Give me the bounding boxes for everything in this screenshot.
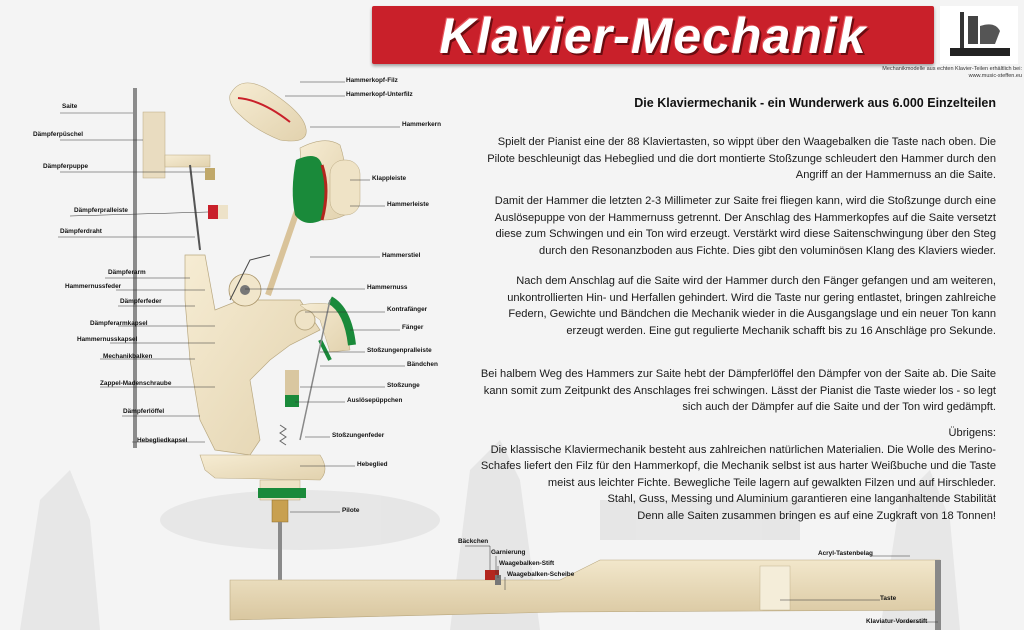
logo-thumbnail <box>940 6 1018 64</box>
label-hammerstiel: Hammerstiel <box>382 252 421 259</box>
label-acryl: Acryl-Tastenbelag <box>818 550 873 557</box>
capstan <box>272 500 288 522</box>
label-daempferpralleiste: Dämpferpralleiste <box>74 207 128 214</box>
label-stosszungenprallleiste: Stoßzungenpralleiste <box>367 347 432 354</box>
damper-felt <box>143 112 165 178</box>
label-mechanikbalken: Mechanikbalken <box>103 353 153 360</box>
hammer-felt <box>293 156 325 223</box>
label-hammerkopf-filz: Hammerkopf-Filz <box>346 77 398 84</box>
paragraph-1: Spielt der Pianist eine der 88 Klaviertasten, so wippt über den Waagebalken die Taste nach oben. Die Pilote beschleunigt das Hebeglied und die dort montierte Stoßzunge schleudert den Hammer durch den Angriff an der Hammernuss an die Saite. <box>487 136 996 182</box>
label-hammerkopf-unterfilz: Hammerkopf-Unterfilz <box>346 91 413 98</box>
label-hammernussfeder: Hammernussfeder <box>65 283 122 290</box>
key <box>230 560 940 620</box>
label-zappel: Zappel-Madenschraube <box>100 380 172 387</box>
label-hammerleiste: Hammerleiste <box>387 201 429 208</box>
label-waagebalken-scheibe: Waagebalken-Scheibe <box>507 571 575 578</box>
label-hammerkern: Hammerkern <box>402 121 442 128</box>
label-kontrafaenger: Kontrafänger <box>387 306 428 313</box>
paragraph-5-heading: Übrigens: <box>948 427 996 439</box>
supplier-note: Mechanikmodelle aus echten Klavier-Teilen erhältlich bei: www.music-steffen.eu <box>882 66 1022 79</box>
label-hebeglied: Hebeglied <box>357 461 388 468</box>
label-garnierung: Garnierung <box>491 549 526 556</box>
label-daempferloeffel: Dämpferlöffel <box>123 408 165 415</box>
label-pilote: Pilote <box>342 507 360 514</box>
label-hammernusskapsel: Hammernusskapsel <box>77 336 138 343</box>
hammer-head <box>230 83 307 141</box>
hammer-rail <box>330 160 360 215</box>
paragraph-5-text: Die klassische Klaviermechanik besteht aus zahlreichen natürlichen Materialien. Die Wolle des Merino-Schafes liefert den Filz für den Hammerkopf, die Mechanik selbst ist aus harter Weißbuche und die Taste meist aus leichter Fichte. Bewegliche Teile lagern auf gewalkten Filzen und auf Hirschleder. <box>480 443 996 489</box>
headline: Die Klaviermechanik - ein Wunderwerk aus 6.000 Einzelteilen <box>634 96 996 110</box>
label-stosszungenfeder: Stoßzungenfeder <box>332 432 385 439</box>
label-baeckchen: Bäckchen <box>458 538 489 545</box>
page-title: Klavier-Mechanik <box>439 8 867 64</box>
title-banner <box>372 6 934 64</box>
label-vorderstift: Klaviatur-Vorderstift <box>866 618 928 625</box>
label-faenger: Fänger <box>402 324 424 331</box>
label-daempferarmkapsel: Dämpferarmkapsel <box>90 320 148 327</box>
paragraph-5 <box>476 425 996 525</box>
paragraph-5-line-c: Denn alle Saiten zusammen bringen es auf eine Zugkraft von 18 Tonnen! <box>637 509 996 522</box>
label-saite: Saite <box>62 103 78 110</box>
label-hebegliedkapsel: Hebegliedkapsel <box>137 437 188 444</box>
label-daempferfeder: Dämpferfeder <box>120 298 162 305</box>
label-klappleiste: Klappleiste <box>372 175 407 182</box>
piano-mechanism-icon <box>940 6 1018 64</box>
wippen-felt <box>258 488 306 498</box>
paragraph-4: Bei halbem Weg des Hammers zur Saite hebt der Dämpferlöffel den Dämpfer von der Saite ab. Die Saite kann somit zum Zeitpunkt des Anschlages frei schwingen. Lässt der Pianist die Taste wieder los - so legt sich auch der Dämpfer auf die Saite und der Ton wird gedämpft. <box>480 368 996 414</box>
label-daempferarm: Dämpferarm <box>108 269 146 276</box>
label-taste: Taste <box>880 595 897 602</box>
label-daempferpuppe: Dämpferpuppe <box>43 163 89 170</box>
label-daempferdraht: Dämpferdraht <box>60 228 102 235</box>
string <box>133 88 137 448</box>
label-hammernuss: Hammernuss <box>367 284 408 291</box>
paragraph-2: Damit der Hammer die letzten 2-3 Millimeter zur Saite frei fliegen kann, wird die Stoßzunge durch eine Auslösepuppe von der Hammernuss getrennt. Der Anschlag des Hammerkopfes auf die Saite versetzt diese zum Schwingen und ein Ton wird erzeugt. Verstärkt wird diese Saitenschwingung über den Steg durch den Resonanzboden aus Fichte. Dies gibt den voluminösen Klang des Klaviers wieder. <box>494 195 996 257</box>
paragraph-5-line-b: Stahl, Guss, Messing und Aluminium garantieren eine langanhaltende Stabilität <box>607 493 996 506</box>
label-ausloesepueppchen: Auslösepüppchen <box>347 397 403 404</box>
paragraph-3: Nach dem Anschlag auf die Saite wird der Hammer durch den Fänger gefangen und am weiteren, unkontrollierten Hin- und Herfallen gehindert. Wird die Taste nur gering entlastet, bringen zahlreiche Federn, Gewichte und Bändchen die Mechanik wieder in die Ausgangslage und ein neuer Ton kann erzeugt werden. Eine gut regulierte Mechanik schafft bis zu 16 Anschläge pro Sekunde. <box>507 275 996 337</box>
wippen <box>200 455 325 480</box>
label-waagebalken-stift: Waagebalken-Stift <box>499 560 555 567</box>
label-baendchen: Bändchen <box>407 361 438 368</box>
label-daempferpueschel: Dämpferpüschel <box>33 131 84 138</box>
label-stosszunge: Stoßzunge <box>387 382 420 389</box>
